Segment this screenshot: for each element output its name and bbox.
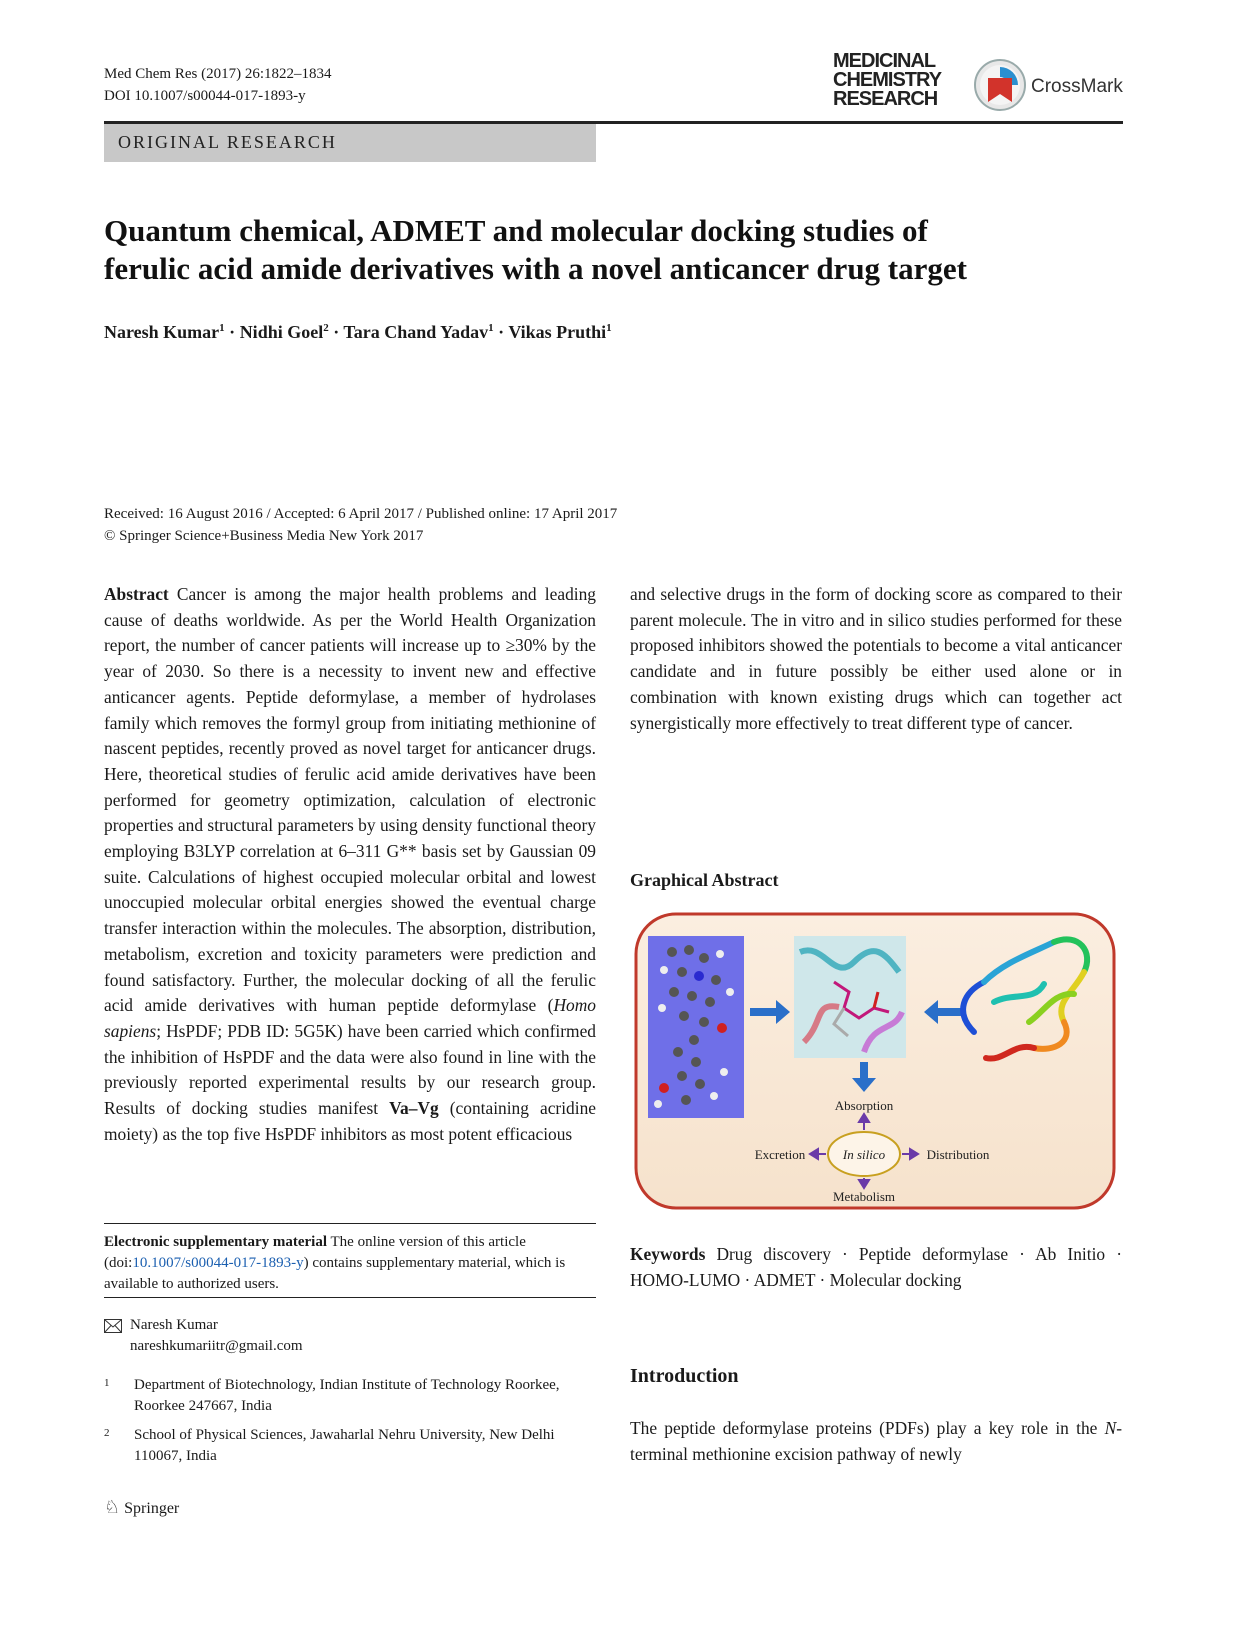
distribution-label: Distribution xyxy=(926,1147,990,1162)
footnote-rule xyxy=(104,1223,596,1224)
doi-line: DOI 10.1007/s00044-017-1893-y xyxy=(104,88,306,104)
crossmark-label[interactable]: CrossMark xyxy=(1031,76,1123,97)
journal-logo-text xyxy=(833,52,941,109)
logo-line-1: MEDICINAL xyxy=(833,50,936,72)
contact-email[interactable]: nareshkumariitr@gmail.com xyxy=(130,1338,303,1354)
journal-logo xyxy=(833,52,1123,120)
docking-panel xyxy=(794,936,906,1058)
author-name: Vikas Pruthi xyxy=(508,322,607,342)
abstract-column-right xyxy=(630,582,1122,736)
author-affiliation-ref: 2 xyxy=(323,322,329,334)
species-name: Homo sapiens xyxy=(104,995,596,1041)
journal-reference xyxy=(104,63,331,107)
keywords-text: Drug discovery · Peptide deformylase · Ab Initio · HOMO-LUMO · ADMET · Molecular docking xyxy=(630,1244,1122,1290)
author-affiliation-ref: 1 xyxy=(606,322,612,334)
author-affiliation-ref: 1 xyxy=(488,322,494,334)
title-line-2: ferulic acid amide derivatives with a novel anticancer drug target xyxy=(104,251,967,286)
affiliation-text: Department of Biotechnology, Indian Institute of Technology Roorkee, Roorkee 247667, India xyxy=(134,1377,560,1414)
affiliation-number: 2 xyxy=(104,1427,110,1439)
supplementary-label: Electronic supplementary material xyxy=(104,1234,328,1250)
supplementary-note xyxy=(104,1232,596,1295)
abstract-text-end: (containing acridine moiety) as the top five HsPDF inhibitors as most potent efficacious xyxy=(104,1098,596,1144)
intro-text-part-2: -terminal methionine excision pathway of newly xyxy=(630,1418,1122,1464)
graphical-abstract-figure xyxy=(634,912,1116,1210)
received-accepted-line: Received: 16 August 2016 / Accepted: 6 April 2017 / Published online: 17 April 2017 xyxy=(104,506,618,522)
intro-text-part: The peptide deformylase proteins (PDFs) play a key role in the xyxy=(630,1418,1105,1438)
journal-citation: Med Chem Res (2017) 26:1822–1834 xyxy=(104,66,332,82)
introduction-heading: Introduction xyxy=(630,1365,739,1387)
abstract-heading: Abstract xyxy=(104,584,169,604)
in-silico-label: In silico xyxy=(842,1147,886,1162)
springer-horse-icon: ♘ xyxy=(104,1497,121,1517)
intro-italic: N xyxy=(1104,1418,1117,1438)
affiliation-number: 1 xyxy=(104,1377,110,1389)
graphical-abstract-heading: Graphical Abstract xyxy=(630,870,779,890)
abstract-text: Cancer is among the major health problems and leading cause of deaths worldwide. As per the World Health Organization report, the number of cancer patients will increase up to ≥30% by the year of 2030. So there is a necessity to invent new and effective anticancer agents. Peptide deformylase, a member of hydrolases family which removes the formyl group from initiating methionine of nascent peptides, recently proved as novel target for anticancer drugs. Here, theoretical studies of ferulic acid amide derivatives have been performed for geometry optimization, calculation of electronic properties and structural parameters by using density functional theory employing B3LYP correlation at 6–311 G** basis set by Gaussian 09 suite. Calculations of highest occupied molecular orbital and lowest unoccupied molecular orbital energies showed the eventual charge transfer interaction within the molecules. The absorption, distribution, metabolism, excretion and toxicity parameters were prediction and found satisfactory. Further, the molecular docking of all the ferulic acid amide derivatives with human peptide deformylase ( xyxy=(104,584,596,1016)
section-label: ORIGINAL RESEARCH xyxy=(104,124,596,162)
footnote-rule-2 xyxy=(104,1297,596,1298)
copyright-line: © Springer Science+Business Media New York 2017 xyxy=(104,528,424,544)
publisher-footer xyxy=(104,1497,179,1518)
abstract-text-continued: ; HsPDF; PDB ID: 5G5K) have been carried which confirmed the inhibition of HsPDF and the data were also found in line with the previously reported experimental results by our research group. Results of docking studies manifest xyxy=(104,1020,596,1119)
absorption-label: Absorption xyxy=(834,1098,894,1113)
metabolism-label: Metabolism xyxy=(832,1189,896,1204)
crossmark-icon[interactable] xyxy=(973,58,1027,112)
author-name: Tara Chand Yadav xyxy=(343,322,489,342)
publication-dates xyxy=(104,503,617,547)
keywords-label: Keywords xyxy=(630,1244,706,1264)
affiliation-text: School of Physical Sciences, Jawaharlal Nehru University, New Delhi 110067, India xyxy=(134,1427,555,1464)
author-name: Nidhi Goel xyxy=(239,322,324,342)
title-line-1: Quantum chemical, ADMET and molecular docking studies of xyxy=(104,213,928,248)
logo-line-3: RESEARCH xyxy=(833,88,938,110)
supplementary-text-end: ) contains supplementary material, which is available to authorized users. xyxy=(104,1255,566,1292)
author-affiliation-ref: 1 xyxy=(219,322,225,334)
abstract-column-left xyxy=(104,582,596,1147)
supplementary-doi-link[interactable]: 10.1007/s00044-017-1893-y xyxy=(132,1255,304,1271)
abstract-text-end-continued: and selective drugs in the form of docking score as compared to their parent molecule. The in vitro and in silico studies performed for these proposed inhibitors showed the potentials to become a vital anticancer candidate and in future possibly be either used alone or in combination with known existing drugs which can together act synergistically more effectively to treat different type of cancer. xyxy=(630,584,1122,733)
excretion-label: Excretion xyxy=(754,1147,806,1162)
supplementary-text: The online version of this article (doi: xyxy=(104,1234,526,1271)
logo-line-2: CHEMISTRY xyxy=(833,69,942,91)
corresponding-author xyxy=(104,1315,303,1357)
keywords xyxy=(630,1242,1122,1293)
affiliation-2 xyxy=(104,1425,596,1469)
envelope-icon xyxy=(104,1319,122,1333)
publisher-name: Springer xyxy=(124,1500,180,1517)
author-list: Naresh Kumar$^1$ · Nidhi Goel$^2$ · Tara Chand Yadav$^1$ · Vikas Pruthi$^1$ xyxy=(104,322,612,342)
affiliation-1 xyxy=(104,1375,596,1419)
article-title xyxy=(104,212,1104,288)
contact-name: Naresh Kumar xyxy=(130,1317,218,1333)
author-name: Naresh Kumar xyxy=(104,322,220,342)
introduction-text xyxy=(630,1416,1122,1467)
compound-range: Va–Vg xyxy=(389,1098,439,1119)
